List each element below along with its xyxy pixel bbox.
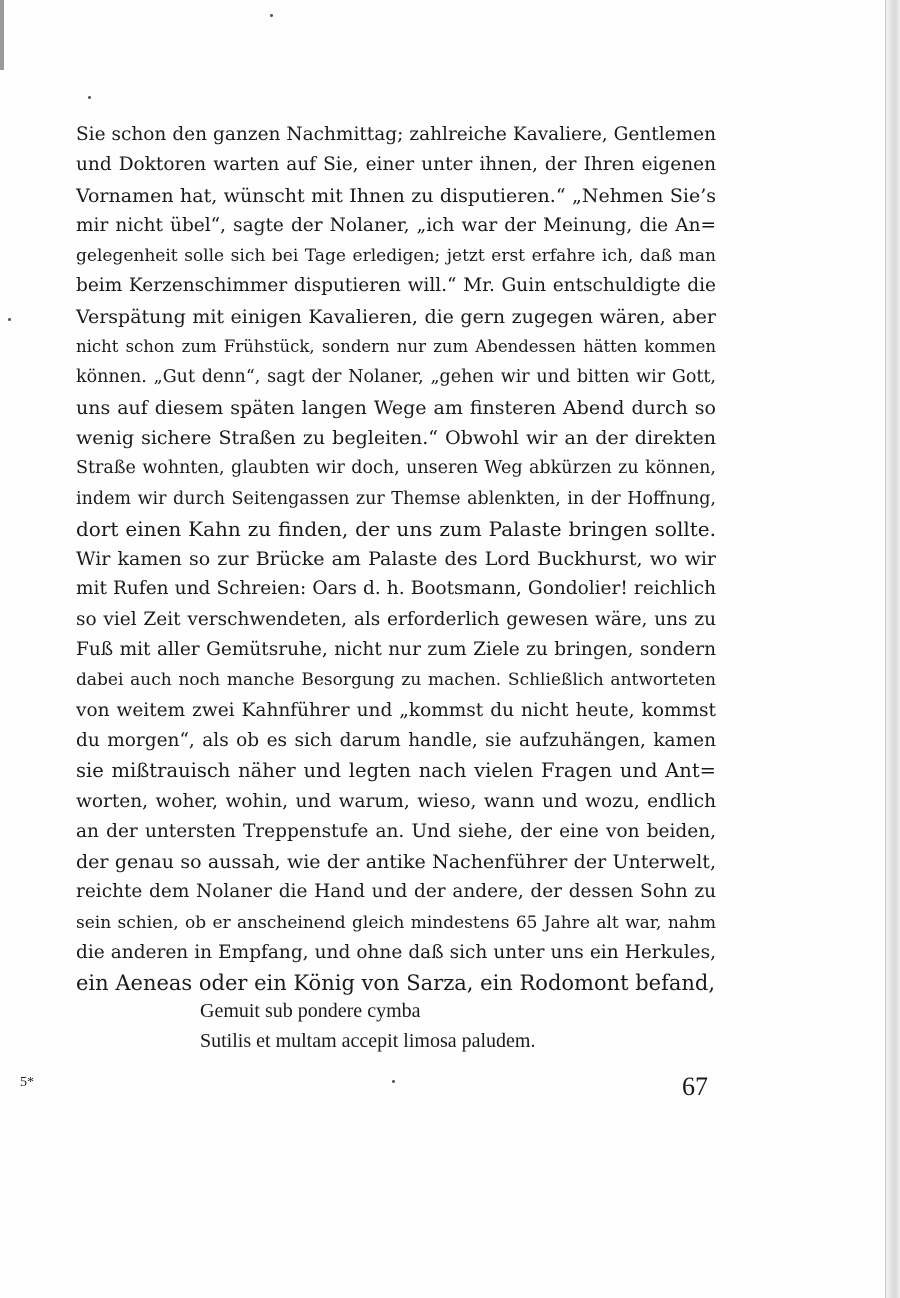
body-text-line: und Doktoren warten auf Sie, einer unter ihnen, der Ihren eigenen xyxy=(76,154,716,176)
body-text xyxy=(76,120,716,999)
page-number: 67 xyxy=(682,1072,708,1101)
body-text-line: Wir kamen so zur Brücke am Palaste des Lord Buckhurst, wo wir xyxy=(76,548,716,571)
quotation-line-2: Sutilis et multam accepit limosa paludem. xyxy=(200,1030,536,1052)
body-text-line: uns auf diesem späten langen Wege am finsteren Abend durch so xyxy=(76,396,716,419)
body-text-line: von weitem zwei Kahnführer und „kommst du nicht heute, kommst xyxy=(76,699,716,721)
signature-mark: 5* xyxy=(20,1075,34,1090)
body-text-line: Sie schon den ganzen Nachmittag; zahlreiche Kavaliere, Gentlemen xyxy=(76,124,716,145)
page-edge-shadow-left xyxy=(0,0,4,70)
body-text-line: Verspätung mit einigen Kavalieren, die gern zugegen wären, aber xyxy=(76,305,716,328)
body-text-line: Vornamen hat, wünscht mit Ihnen zu disputieren.“ „Nehmen Sie’s xyxy=(76,184,716,207)
body-text-line: können. „Gut denn“, sagt der Nolaner, „gehen wir und bitten wir Gott, xyxy=(76,367,716,388)
scan-speck xyxy=(8,318,11,321)
latin-quotation xyxy=(200,996,536,1056)
body-text-line: worten, woher, wohin, und warum, wieso, wann und wozu, endlich xyxy=(76,790,716,812)
body-text-line: du morgen“, als ob es sich darum handle, sie aufzuhängen, kamen xyxy=(76,729,716,751)
body-text-line: ein Aeneas oder ein König von Sarza, ein Rodomont befand, xyxy=(76,971,716,996)
body-text-line: mir nicht übel“, sagte der Nolaner, „ich war der Meinung, die An= xyxy=(76,214,716,236)
body-text-line: sie mißtrauisch näher und legten nach vielen Fragen und Ant= xyxy=(76,759,716,783)
body-text-line: mit Rufen und Schreien: Oars d. h. Bootsmann, Gondolier! reichlich xyxy=(76,578,716,600)
body-text-line: an der untersten Treppenstufe an. Und siehe, der eine von beiden, xyxy=(76,820,716,842)
quotation-line-1: Gemuit sub pondere cymba xyxy=(200,1000,421,1022)
body-text-line: Fuß mit aller Gemütsruhe, nicht nur zum Ziele zu bringen, sondern xyxy=(76,639,716,661)
body-text-line: die anderen in Empfang, und ohne daß sich unter uns ein Herkules, xyxy=(76,942,716,964)
body-text-line: reichte dem Nolaner die Hand und der andere, der dessen Sohn zu xyxy=(76,881,716,903)
body-text-line: gelegenheit solle sich bei Tage erledigen; jetzt erst erfahre ich, daß man xyxy=(76,246,716,267)
body-text-line: so viel Zeit verschwendeten, als erforderlich gewesen wäre, uns zu xyxy=(76,608,716,630)
body-text-line: Straße wohnten, glaubten wir doch, unseren Weg abkürzen zu können, xyxy=(76,458,716,479)
body-text-line: indem wir durch Seitengassen zur Themse ablenkten, in der Hoffnung, xyxy=(76,488,716,509)
body-text-line: nicht schon zum Frühstück, sondern nur zum Abendessen hätten kommen xyxy=(76,337,716,357)
body-text-line: dort einen Kahn zu finden, der uns zum Palaste bringen sollte. xyxy=(76,516,716,541)
scan-speck xyxy=(270,14,273,17)
body-text-line: dabei auch noch manche Besorgung zu machen. Schließlich antworteten xyxy=(76,670,716,691)
body-text-line: wenig sichere Straßen zu begleiten.“ Obwohl wir an der direkten xyxy=(76,426,716,449)
scan-speck xyxy=(392,1080,395,1083)
body-text-line: der genau so aussah, wie der antike Nachenführer der Unterwelt, xyxy=(76,851,716,874)
body-text-line: sein schien, ob er anscheinend gleich mindestens 65 Jahre alt war, nahm xyxy=(76,912,716,933)
body-text-line: beim Kerzenschimmer disputieren will.“ Mr. Guin entschuldigte die xyxy=(76,275,716,297)
scan-speck xyxy=(88,96,91,99)
page-edge-shadow-right xyxy=(885,0,900,1298)
